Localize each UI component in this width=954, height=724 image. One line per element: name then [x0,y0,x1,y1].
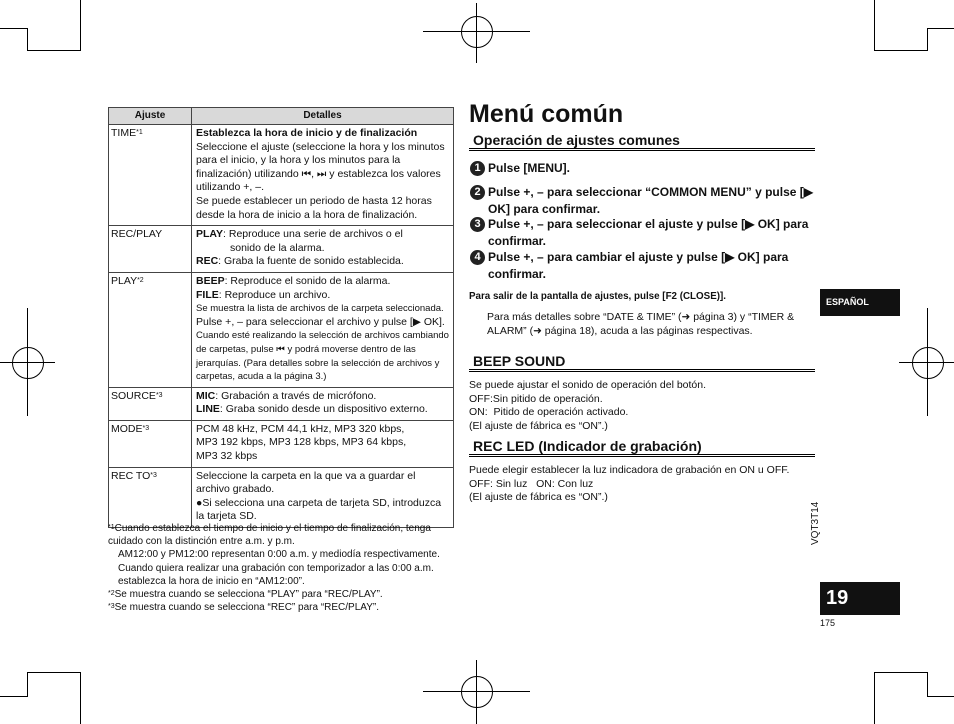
details-text: Seleccione la carpeta en la que va a guardar el archivo grabado. [196,469,416,496]
page-title: Menú común [469,100,624,128]
details-text: Pulse +, – para seleccionar el archivo y pulse [▶ OK]. [196,315,445,328]
registration-line [476,660,477,724]
option-label: FILE [196,288,219,301]
crop-mark [927,672,928,697]
section-heading-beep: BEEP SOUND [469,353,815,372]
option-label: MIC [196,389,216,402]
body-line: OFF:Sin pitido de operación. [469,392,603,405]
column-header-setting: Ajuste [109,108,192,125]
crop-mark [874,50,928,51]
column-header-details: Detalles [192,108,454,125]
option-label: LINE [196,403,220,416]
option-text: : Reproduce una serie de archivos o el [223,228,403,241]
step-2 [470,184,815,217]
step-4 [470,249,815,282]
step-number-icon: 2 [470,185,485,200]
setting-key: PLAY$^{*2}$ [109,272,192,387]
body-line: (El ajuste de fábrica es “ON”.) [469,491,608,504]
setting-details [192,420,454,467]
option-text: : Graba sonido desde un dispositivo externo. [219,403,428,416]
details-text: MP3 32 kbps [196,450,258,463]
body-line: OFF: Sin luz ON: Con luz [469,477,594,490]
crop-mark [927,28,928,51]
crop-mark [0,696,27,697]
body-line: Se puede ajustar el sonido de operación del botón. [469,379,707,391]
footnote-text: Cuando establezca el tiempo de inicio y el tiempo de finalización, tenga cuidado con la distinción entre a.m. y p.m. [108,523,431,548]
details-text: MP3 192 kbps, MP3 128 kbps, MP3 64 kbps, [196,436,407,449]
document-code: VQT3T14 [810,501,821,545]
setting-details [192,387,454,420]
crop-mark [927,28,954,29]
section-heading-operation: Operación de ajustes comunes [469,132,815,151]
crop-mark [927,696,954,697]
option-text: : Graba la fuente de sonido establecida. [218,255,404,268]
setting-details [192,226,454,273]
registration-mark [912,347,944,379]
details-text: PCM 48 kHz, PCM 44,1 kHz, MP3 320 kbps, [196,422,405,435]
option-label: BEEP [196,274,225,287]
table-row [109,387,454,420]
registration-line [899,362,954,363]
option-label: REC [196,255,219,268]
details-text: Seleccione el ajuste (seleccione la hora y los minutos para el inicio, y la hora y los minutos para la finalización) utilizando ⏮, ⏭ y establezca los valores utilizando +, –. [196,140,445,194]
settings-table [108,107,454,528]
table-header-row [109,108,454,125]
crop-mark [874,672,928,673]
step-text: Pulse +, – para cambiar el ajuste y pulse [▶ OK] para confirmar. [488,250,789,281]
crop-mark [874,672,875,724]
footnote-mark: *3 [108,603,115,611]
step-text: Pulse +, – para seleccionar “COMMON MENU” y pulse [▶ OK] para confirmar. [488,185,813,216]
page-number-small: 175 [820,618,836,628]
table-row [109,467,454,527]
step-text: Pulse +, – para seleccionar el ajuste y pulse [▶ OK] para confirmar. [488,217,809,248]
setting-key: SOURCE$^{*3}$ [109,387,192,420]
language-tab: ESPAÑOL [820,289,900,316]
option-text: : Reproduce el sonido de la alarma. [224,274,391,287]
registration-mark [461,676,493,708]
setting-details [192,467,454,527]
details-bullet: ●Si selecciona una carpeta de tarjeta SD, introduzca la tarjeta SD. [196,496,442,523]
setting-key: REC TO$^{*3}$ [109,467,192,527]
registration-line [423,691,530,692]
setting-key: REC/PLAY [109,226,192,273]
rec-led-description [469,464,819,505]
option-label: PLAY [196,228,224,241]
registration-mark [461,16,493,48]
setting-details [192,272,454,387]
table-row [109,420,454,467]
crop-mark [80,0,81,50]
details-text: Cuando esté realizando la selección de archivos cambiando de carpetas, pulse ⏮ y podrá moverse dentro de las jerarquías. (Para detalles sobre la selección de archivos y carpetas, acuda a la página 3.) [196,330,449,383]
step-number-icon: 4 [470,250,485,265]
step-number-icon: 1 [470,161,485,176]
option-text: sonido de la alarma. [230,241,325,254]
body-line: Puede elegir establecer la luz indicadora de grabación en ON u OFF. [469,464,790,476]
footnote-text: Se muestra cuando se selecciona “PLAY” para “REC/PLAY”. [114,589,383,601]
setting-details [192,125,454,226]
details-text: Se muestra la lista de archivos de la carpeta seleccionada. [196,303,444,315]
crop-mark [0,28,27,29]
exit-note: Para salir de la pantalla de ajustes, pulse [F2 (CLOSE)]. [469,291,726,302]
page-number-box: 19 [820,582,900,615]
registration-line [423,31,530,32]
body-line: ON: Pitido de operación activado. [469,406,629,419]
registration-line [0,362,55,363]
details-text: Se puede establecer un periodo de hasta 12 horas desde la hora de inicio a la hora de finalización. [196,194,432,221]
crop-mark [27,28,28,51]
setting-key: MODE$^{*3}$ [109,420,192,467]
option-text: : Reproduce un archivo. [218,288,331,301]
crop-mark [27,672,81,673]
footnote-text: Se muestra cuando se selecciona “REC” para “REC/PLAY”. [114,602,379,614]
footnote-mark: *1 [108,524,115,531]
crop-mark [27,50,81,51]
setting-key: TIME$^{*1}$ [109,125,192,226]
table-row [109,226,454,273]
footnotes [108,522,468,614]
detail-note: Para más detalles sobre “DATE & TIME” (➜ página 3) y “TIMER & ALARM” (➜ página 18), acuda a las páginas respectivas. [487,311,795,337]
step-3 [470,216,815,249]
step-text: Pulse [MENU]. [488,161,571,175]
crop-mark [874,0,875,50]
beep-description [469,379,819,434]
footnote-mark: *2 [108,590,115,598]
registration-line [476,3,477,63]
step-number-icon: 3 [470,217,485,232]
section-heading-rec-led: REC LED (Indicador de grabación) [469,438,815,457]
registration-mark [12,347,44,379]
table-row [109,272,454,387]
option-text: : Grabación a través de micrófono. [215,389,377,402]
step-1 [470,160,815,177]
details-title: Establezca la hora de inicio y de finalización [196,127,418,139]
crop-mark [27,672,28,697]
footnote-text: AM12:00 y PM12:00 representan 0:00 a.m. y mediodía respectivamente. Cuando quiera realizar una grabación con temporizador a las 0:00 a.m. establezca la hora de inicio en “AM12:00”. [118,549,440,587]
crop-mark [80,672,81,724]
table-row [109,125,454,226]
body-line: (El ajuste de fábrica es “ON”.) [469,420,608,433]
